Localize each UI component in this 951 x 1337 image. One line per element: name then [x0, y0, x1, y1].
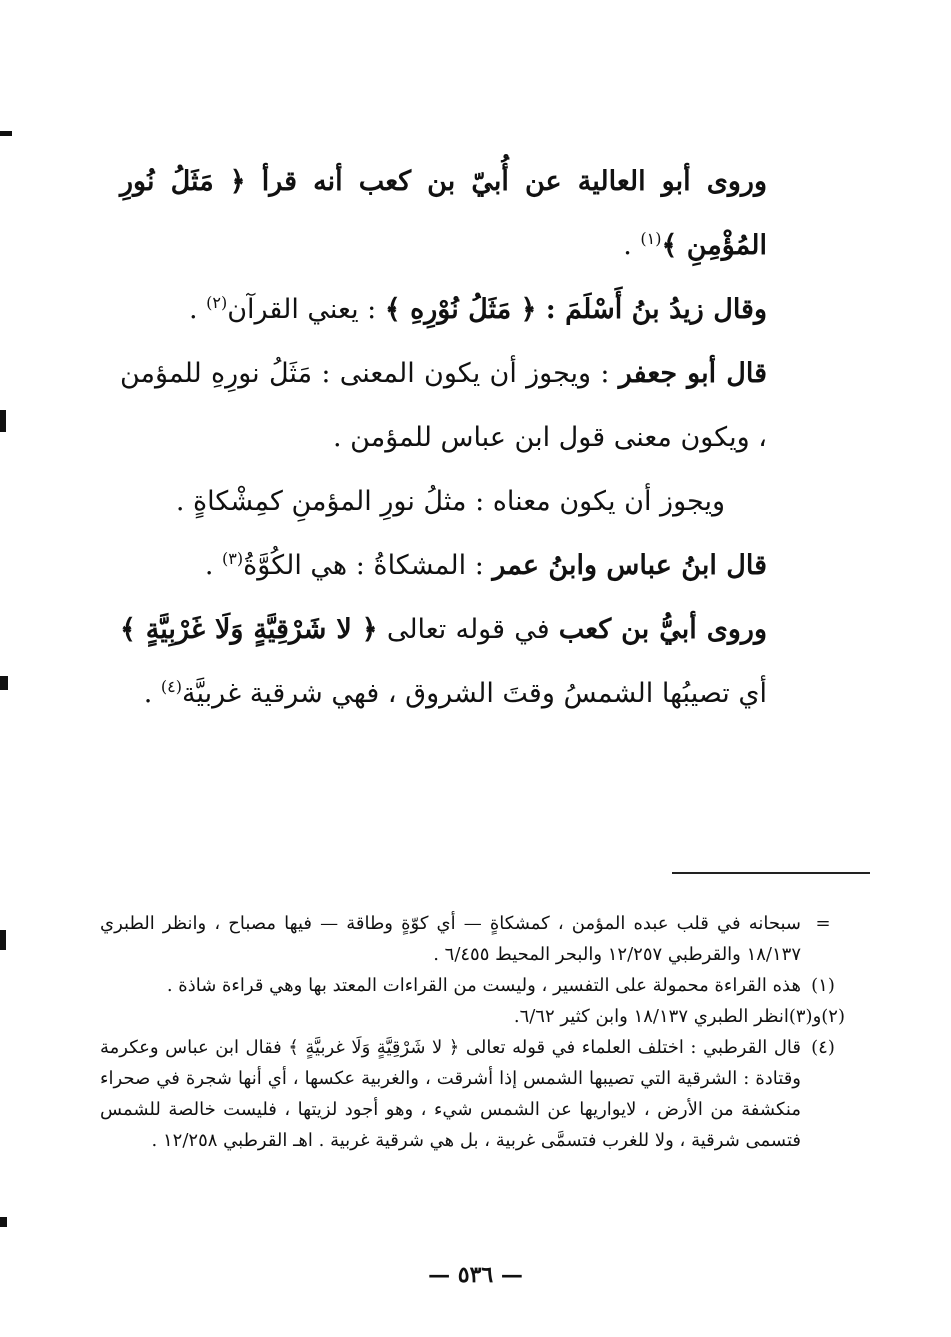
footnote-ref-3: (٣)	[222, 549, 244, 568]
footnote-ref-2: (٢)	[206, 293, 228, 312]
paragraph-3-bold: قال أبو جعفر	[618, 358, 767, 389]
paragraph-2-text: : يعني القرآن	[227, 294, 385, 325]
footnote-text: قال القرطبي : اختلف العلماء في قوله تعالى ﴿ لا شَرْقِيَّةٍ وَلَا غربيَّةٍ ﴾ فقال ابن عباس وعكرمة وقتادة : الشرقية التي تصيبها الشمس إذا أشرقت ، والغربية عكسها ، أي أنها شجرة في صحراء منكشفة من الأرض ، لايواريها عن الشمس شيء ، وهو أجود لزيتها ، فليست خالصة للشمس فتسمى شرقية ، ولا للغرب فتسمَّى غربية ، بل هي شرقية غربية . اهـ القرطبي ١٢/٢٥٨ .	[100, 1037, 801, 1151]
paragraph-5-tail: .	[204, 550, 223, 581]
footnote-continuation	[100, 908, 845, 970]
paragraph-2	[120, 278, 795, 342]
footnote-number: (٢)و(٣)	[788, 1006, 845, 1027]
footnote-4	[100, 1032, 845, 1156]
paragraph-5-bold: قال ابنُ عباس وابنُ عمر	[492, 550, 767, 581]
footnotes	[100, 908, 845, 1156]
paragraph-6-text: في قوله تعالى	[377, 614, 559, 645]
paragraph-5	[120, 534, 795, 598]
paragraph-6-text-2: أي تصيبُها الشمسُ وقتَ الشروق ، فهي شرقية غربيَّة	[182, 678, 767, 709]
footnote-separator	[672, 872, 870, 874]
footnote-1	[100, 970, 845, 1001]
footnote-number: (٤)	[811, 1037, 835, 1058]
main-text	[120, 150, 795, 726]
scan-mark	[0, 1217, 7, 1227]
footnote-text: انظر الطبري ١٨/١٣٧ وابن كثير ٦/٦٢.	[513, 1006, 789, 1027]
scan-mark	[0, 131, 12, 136]
paragraph-2-tail: .	[188, 294, 207, 325]
paragraph-6-verse: ﴿ لا شَرْقِيَّةٍ وَلَا غَرْبِيَّةٍ ﴾	[120, 614, 378, 645]
footnote-text: هذه القراءة محمولة على التفسير ، وليست من القراءات المعتد بها وهي قراءة شاذة .	[166, 975, 801, 996]
scan-mark	[0, 930, 6, 950]
footnote-number: =	[815, 913, 831, 934]
paragraph-2-bold: وقال زيدُ بنُ أَسْلَمَ : ﴿ مَثَلُ نُوْرِهِ ﴾	[384, 294, 767, 325]
paragraph-5-text: : المشكاةُ : هي الكُوَّةُ	[243, 550, 493, 581]
scan-mark	[0, 410, 6, 432]
footnote-ref-4: (٤)	[160, 677, 183, 696]
paragraph-4-text: ويجوز أن يكون معناه : مثلُ نورِ المؤمنِ كمِشْكاةٍ .	[175, 486, 725, 517]
footnote-number: (١)	[811, 975, 835, 996]
paragraph-1	[120, 150, 795, 278]
paragraph-4	[120, 470, 795, 534]
paragraph-3	[120, 342, 795, 470]
footnote-text: سبحانه في قلب عبده المؤمن ، كمشكاةٍ — أي كوّةٍ وطاقة — فيها مصباح ، وانظر الطبري ١٨/١٣٧ والقرطبي ١٢/٢٥٧ والبحر المحيط ٦/٤٥٥ .	[100, 913, 801, 965]
paragraph-6-bold: وروى أبيُّ بن كعب	[558, 614, 767, 645]
paragraph-6	[120, 598, 795, 726]
scan-mark	[0, 676, 8, 690]
paragraph-3-text: : ويجوز أن يكون المعنى : مَثَلُ نورِهِ للمؤمن ، ويكون معنى قول ابن عباس للمؤمن .	[120, 358, 767, 453]
footnote-ref-1: (١)	[640, 229, 662, 248]
paragraph-1-bold: وروى أبو العالية عن أُبيّ بن كعب أنه قرأ ﴿ مَثَلُ نُورِ المُؤْمِنِ ﴾	[120, 166, 767, 261]
paragraph-6-tail: .	[143, 678, 161, 709]
page-number: — ٥٣٦ —	[428, 1262, 523, 1288]
footnote-2-3	[100, 1001, 845, 1032]
paragraph-1-text: .	[623, 230, 641, 261]
